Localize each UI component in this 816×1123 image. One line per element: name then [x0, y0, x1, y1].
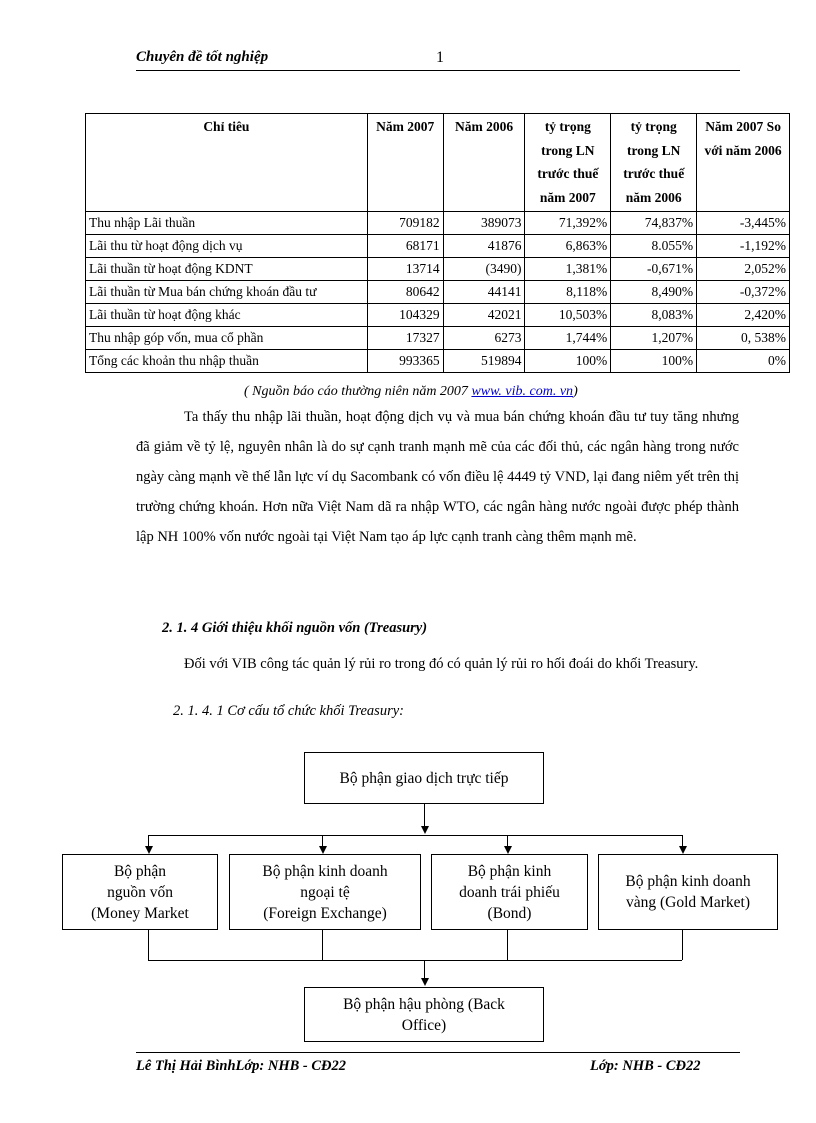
arrow-head: [319, 846, 327, 854]
table-cell-value: -0,372%: [697, 281, 790, 304]
table-cell-value: 71,392%: [525, 212, 611, 235]
org-box-foreign-exchange: [229, 854, 421, 930]
connector-line: [322, 930, 323, 960]
table-cell-value: 74,837%: [611, 212, 697, 235]
table-cell-value: 13714: [367, 258, 443, 281]
table-cell-value: -0,671%: [611, 258, 697, 281]
org-box-back-office-label: Bộ phận hậu phòng (Back Office): [343, 995, 505, 1034]
table-cell-value: 44141: [443, 281, 525, 304]
connector-line: [148, 835, 682, 836]
table-cell-label: Thu nhập góp vốn, mua cổ phần: [86, 327, 368, 350]
paragraph-1-text: Ta thấy thu nhập lãi thuần, hoạt động dịch vụ và mua bán chứng khoán đầu tư tuy tăng nhưng đã giảm về tỷ lệ, nguyên nhân là do sự cạnh tranh mạnh mẽ của các đối thủ, các ngân hàng trong nước ngày càng mạnh về thế lẫn lực ví dụ Sacombank có vốn điều lệ 4449 tỷ VND, lại đang niêm yết trên thị trường chứng khoán. Hơn nữa Việt Nam dã ra nhập WTO, các ngân hàng nước ngoài được phép thành lập NH 100% vốn nước ngoài tại Việt Nam tạo áp lực cạnh tranh càng thêm mạnh mẽ.: [136, 409, 739, 545]
header-share-2006: tỷ trọng trong LN trước thuế năm 2006: [611, 114, 697, 212]
table-row: [86, 258, 790, 281]
table-cell-label: Lãi thu từ hoạt động dịch vụ: [86, 235, 368, 258]
connector-line: [424, 804, 425, 826]
page-footer: [136, 1052, 740, 1075]
table-cell-value: 104329: [367, 304, 443, 327]
table-cell-value: 0, 538%: [697, 327, 790, 350]
page-number: 1: [436, 49, 444, 66]
table-cell-value: 6273: [443, 327, 525, 350]
source-link[interactable]: www. vib. com. vn: [471, 384, 574, 399]
table-cell-value: 993365: [367, 350, 443, 373]
section-heading: 2. 1. 4 Giới thiệu khối nguồn vốn (Treasury): [162, 620, 428, 636]
table-cell-value: 6,863%: [525, 235, 611, 258]
table-cell-value: 68171: [367, 235, 443, 258]
org-box-top: [304, 752, 544, 804]
header-2006: Năm 2006: [443, 114, 525, 212]
table-cell-value: 41876: [443, 235, 525, 258]
org-box-gold-market-label: Bộ phận kinh doanh vàng (Gold Market): [625, 873, 751, 911]
table-cell-value: 8,083%: [611, 304, 697, 327]
org-box-back-office: [304, 987, 544, 1042]
table-cell-value: 2,420%: [697, 304, 790, 327]
table-header-row: [86, 114, 790, 212]
paragraph-vib: [136, 655, 739, 674]
header-compare: Năm 2007 So với năm 2006: [697, 114, 790, 212]
table-cell-value: 1,744%: [525, 327, 611, 350]
table-row: [86, 350, 790, 373]
table-row: [86, 235, 790, 258]
table-row: [86, 304, 790, 327]
table-cell-label: Tổng các khoản thu nhập thuần: [86, 350, 368, 373]
table-source: [244, 384, 578, 400]
table-row: [86, 281, 790, 304]
table-cell-value: 0%: [697, 350, 790, 373]
connector-line: [148, 960, 682, 961]
source-close: ): [573, 384, 578, 399]
income-table: [85, 113, 790, 373]
arrow-head: [145, 846, 153, 854]
table-cell-value: 1,381%: [525, 258, 611, 281]
org-box-money-market: [62, 854, 218, 930]
header-chi-tieu: Chỉ tiêu: [86, 114, 368, 212]
table-cell-value: 10,503%: [525, 304, 611, 327]
connector-line: [148, 930, 149, 960]
table-row: [86, 327, 790, 350]
org-box-gold-market: [598, 854, 778, 930]
connector-line: [507, 930, 508, 960]
table-cell-value: -1,192%: [697, 235, 790, 258]
arrow-head: [679, 846, 687, 854]
table-cell-value: 8,490%: [611, 281, 697, 304]
org-box-money-market-label: Bộ phận nguồn vốn (Money Market: [91, 862, 189, 922]
org-box-bond: [431, 854, 588, 930]
table-cell-value: 80642: [367, 281, 443, 304]
org-box-top-label: Bộ phận giao dịch trực tiếp: [339, 769, 509, 787]
table-cell-label: Lãi thuần từ hoạt động KDNT: [86, 258, 368, 281]
table-cell-label: Thu nhập Lãi thuần: [86, 212, 368, 235]
table-cell-label: Lãi thuần từ Mua bán chứng khoán đầu tư: [86, 281, 368, 304]
table-cell-value: 8.055%: [611, 235, 697, 258]
paragraph-2-text: Đối với VIB công tác quản lý rủi ro trong đó có quản lý rủi ro hối đoái do khối Treasury.: [184, 656, 699, 672]
arrow-head: [421, 978, 429, 986]
header-2007: Năm 2007: [367, 114, 443, 212]
table-cell-value: -3,445%: [697, 212, 790, 235]
org-box-bond-label: Bộ phận kinh doanh trái phiếu (Bond): [459, 862, 560, 922]
arrow-head: [421, 826, 429, 834]
table-cell-value: 100%: [525, 350, 611, 373]
table-cell-value: 519894: [443, 350, 525, 373]
table-cell-value: 17327: [367, 327, 443, 350]
table-row: [86, 212, 790, 235]
paragraph-competition: [136, 402, 739, 552]
arrow-head: [504, 846, 512, 854]
source-text: ( Nguồn báo cáo thường niên năm 2007: [244, 384, 472, 399]
table-cell-value: 42021: [443, 304, 525, 327]
page-header: [136, 48, 740, 71]
org-box-foreign-exchange-label: Bộ phận kinh doanh ngoại tệ (Foreign Exchange): [262, 862, 388, 922]
footer-class: Lớp: NHB - CĐ22: [590, 1058, 701, 1074]
table-cell-label: Lãi thuần từ hoạt động khác: [86, 304, 368, 327]
table-cell-value: 1,207%: [611, 327, 697, 350]
footer-author: Lê Thị Hải BìnhLớp: NHB - CĐ22: [136, 1058, 346, 1074]
table-cell-value: 2,052%: [697, 258, 790, 281]
connector-line: [424, 960, 425, 978]
table-cell-value: 100%: [611, 350, 697, 373]
header-title: Chuyên đề tốt nghiệp: [136, 49, 269, 65]
header-share-2007: tỷ trọng trong LN trước thuế năm 2007: [525, 114, 611, 212]
table-cell-value: 709182: [367, 212, 443, 235]
table-cell-value: (3490): [443, 258, 525, 281]
table-cell-value: 389073: [443, 212, 525, 235]
table-cell-value: 8,118%: [525, 281, 611, 304]
connector-line: [682, 930, 683, 960]
subsection-heading: 2. 1. 4. 1 Cơ cấu tổ chức khối Treasury:: [173, 703, 404, 719]
